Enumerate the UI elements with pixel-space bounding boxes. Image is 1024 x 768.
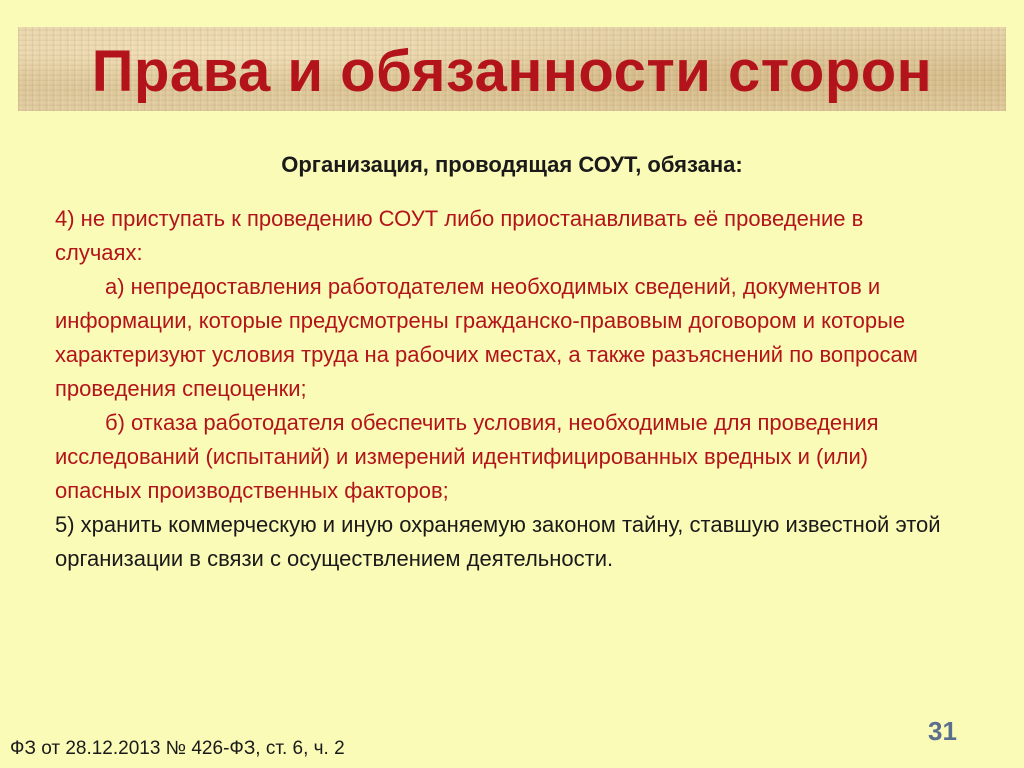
item-4-sub-b: б) отказа работодателя обеспечить условия, необходимые для проведения исследований (испытаний) и измерений идентифицированных вредных и (или) опасных производственных факторов;	[55, 410, 879, 503]
item-4-intro: 4) не приступать к проведению СОУТ либо приостанавливать её проведение в случаях:	[55, 206, 864, 265]
footer-reference: ФЗ от 28.12.2013 № 426-ФЗ, ст. 6, ч. 2	[10, 738, 345, 759]
slide-body	[55, 202, 955, 576]
slide-subtitle: Организация, проводящая СОУТ, обязана:	[281, 152, 743, 177]
title-banner	[18, 27, 1006, 111]
item-4-sub-a: а) непредоставления работодателем необходимых сведений, документов и информации, которые предусмотрены гражданско-правовым договором и которые характеризуют условия труда на рабочих местах, а также разъяснений по вопросам проведения спецоценки;	[55, 274, 918, 401]
page-number: 31	[928, 716, 957, 746]
slide-title: Права и обязанности сторон	[91, 39, 933, 104]
item-5: 5) хранить коммерческую и иную охраняемую законом тайну, ставшую известной этой организации в связи с осуществлением деятельности.	[55, 512, 941, 571]
